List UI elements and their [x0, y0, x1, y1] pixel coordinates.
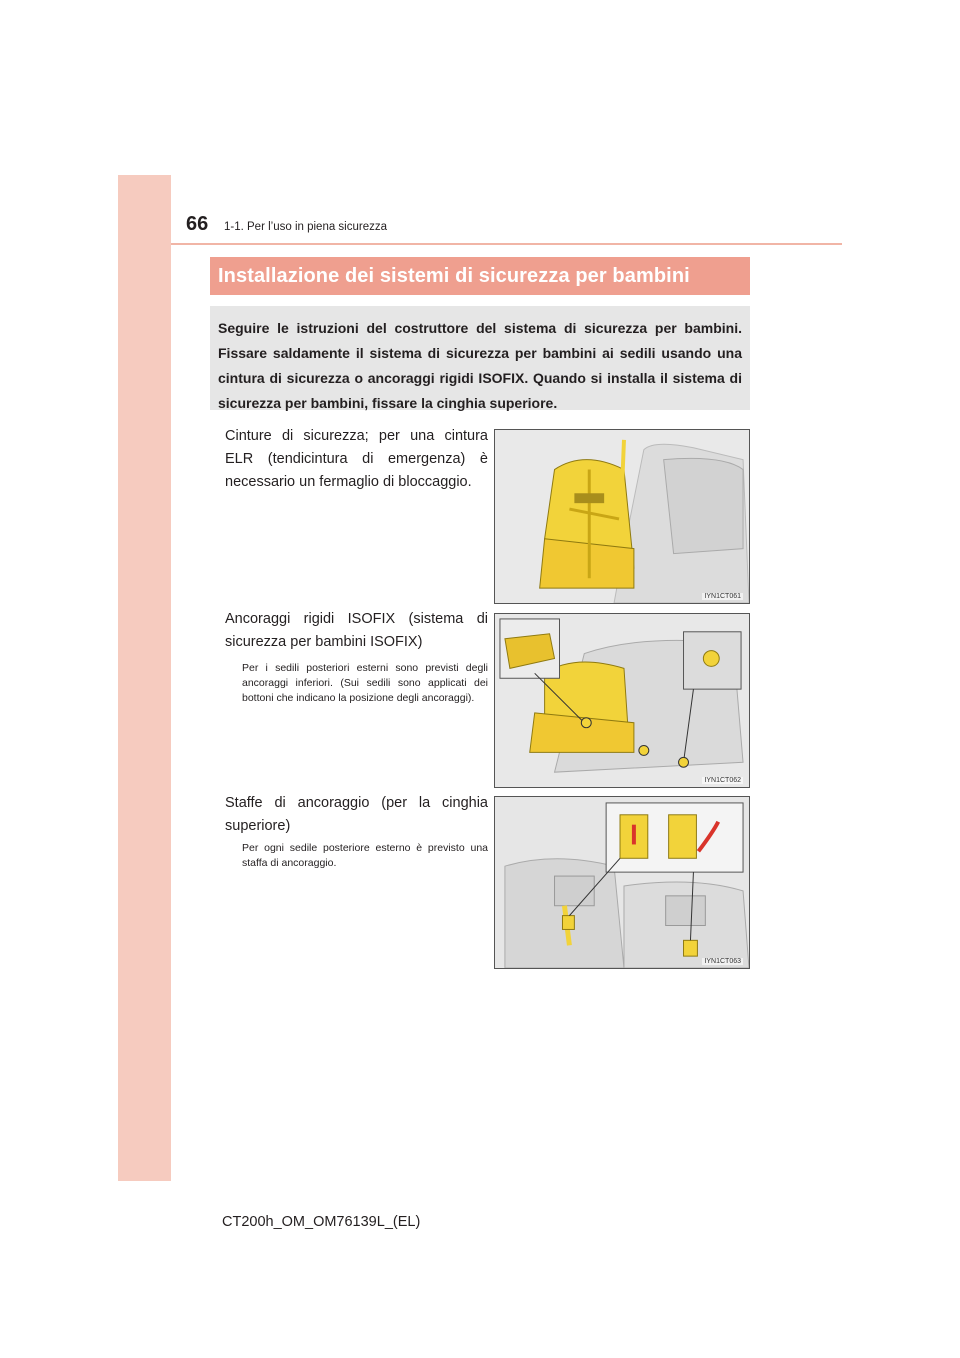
section-title: Installazione dei sistemi di sicurezza per bambini	[218, 264, 690, 287]
section-banner	[210, 257, 750, 295]
seat-belt-image	[495, 430, 749, 603]
item-isofix-note: Per i sedili posteriori esterni sono previsti degli ancoraggi inferiori. (Sui sedili sono applicati dei bottoni che indicano la posizione degli ancoraggi).	[242, 662, 488, 704]
anchor-bracket-image	[495, 797, 749, 968]
isofix-image	[495, 614, 749, 787]
figure-code: IYN1CT063	[704, 958, 741, 965]
item-seat-belt-title: Cinture di sicurezza; per una cintura ELR (tendicintura di emergenza) è necessario un fermaglio di bloccaggio.	[225, 428, 488, 490]
item-isofix-title: Ancoraggi rigidi ISOFIX (sistema di sicurezza per bambini ISOFIX)	[225, 611, 488, 650]
side-tab-bar	[118, 175, 171, 1181]
figure-anchor-bracket-illustration	[494, 796, 750, 969]
figure-isofix-illustration	[494, 613, 750, 788]
figure-code: IYN1CT061	[704, 593, 741, 600]
intro-text: Seguire le istruzioni del costruttore del sistema di sicurezza per bambini. Fissare saldamente il sistema di sicurezza per bambini ai sedili usando una cintura di sicurezza o ancoraggi rigidi ISOFIX. Quando si installa il sistema di sicurezza per bambini, fissare la cinghia superiore.	[218, 320, 742, 411]
footer-document-code: CT200h_OM_OM76139L_(EL)	[222, 1214, 421, 1230]
page-number: 66	[186, 213, 209, 235]
figure-code: IYN1CT062	[704, 777, 741, 784]
figure-seat-belt-illustration	[494, 429, 750, 604]
intro-box	[210, 306, 750, 410]
header-rule	[171, 243, 842, 245]
item-anchor-bracket-note: Per ogni sedile posteriore esterno è previsto una staffa di ancoraggio.	[242, 842, 488, 869]
item-anchor-bracket-title: Staffe di ancoraggio (per la cinghia superiore)	[225, 795, 488, 834]
running-head: 1-1. Per l’uso in piena sicurezza	[224, 221, 387, 233]
